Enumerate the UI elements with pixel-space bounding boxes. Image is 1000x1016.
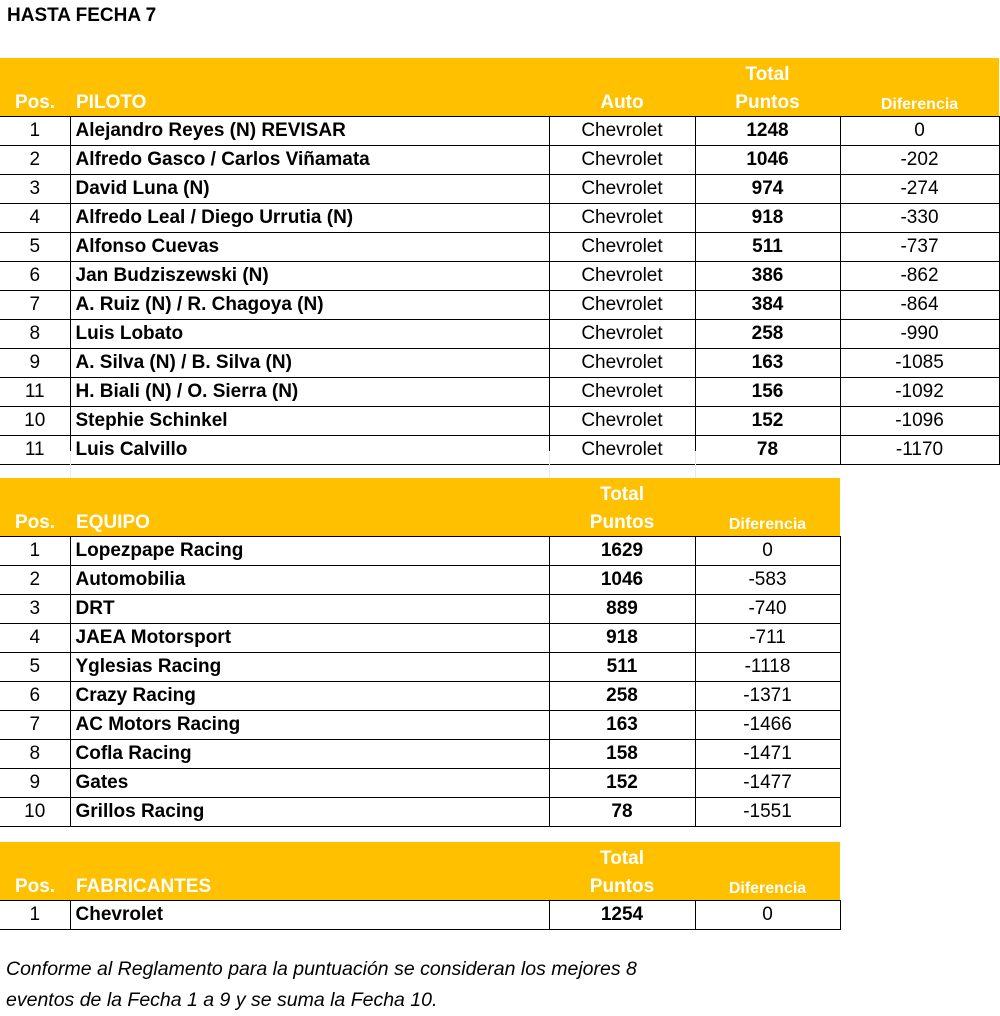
cell-pos: 7: [0, 711, 70, 740]
table-row: [0, 595, 840, 624]
manufacturers-header-total: Total: [549, 842, 695, 870]
teams-table: [0, 478, 841, 827]
manufacturers-header-row-top: [0, 842, 840, 870]
cell-name: A. Ruiz (N) / R. Chagoya (N): [70, 291, 549, 320]
cell-pts: 152: [695, 407, 840, 436]
drivers-header-row: [0, 86, 999, 117]
cell-diff: -1085: [840, 349, 999, 378]
cell-pts: 152: [549, 769, 695, 798]
manufacturers-header-pos: Pos.: [0, 870, 70, 901]
cell-pos: 1: [0, 537, 70, 566]
table-row: [0, 146, 999, 175]
cell-pos: 6: [0, 682, 70, 711]
cell-pts: 889: [549, 595, 695, 624]
cell-pts: 78: [549, 798, 695, 827]
cell-pts: 158: [549, 740, 695, 769]
cell-pts: 386: [695, 262, 840, 291]
teams-header-diferencia: Diferencia: [695, 506, 840, 537]
cell-name: JAEA Motorsport: [70, 624, 549, 653]
cell-pos: 4: [0, 624, 70, 653]
cell-diff: -740: [695, 595, 840, 624]
cell-diff: -1551: [695, 798, 840, 827]
drivers-header-row-top: [0, 58, 999, 86]
cell-name: Automobilia: [70, 566, 549, 595]
cell-diff: 0: [695, 537, 840, 566]
cell-pts: 384: [695, 291, 840, 320]
cell-diff: -330: [840, 204, 999, 233]
table-row: [0, 117, 999, 146]
manufacturers-body: [0, 901, 840, 930]
cell-name: Cofla Racing: [70, 740, 549, 769]
cell-name: Jan Budziszewski (N): [70, 262, 549, 291]
table-row: [0, 262, 999, 291]
table-row: [0, 320, 999, 349]
cell-pts: 918: [549, 624, 695, 653]
cell-auto: Chevrolet: [549, 262, 695, 291]
cell-auto: Chevrolet: [549, 175, 695, 204]
footnote-line-2: eventos de la Fecha 1 a 9 y se suma la Fecha 10.: [6, 989, 438, 1011]
teams-header-total: Total: [549, 478, 695, 506]
drivers-body: [0, 117, 999, 465]
cell-auto: Chevrolet: [549, 233, 695, 262]
cell-auto: Chevrolet: [549, 320, 695, 349]
cell-pts: 918: [695, 204, 840, 233]
drivers-header-diferencia: Diferencia: [840, 86, 999, 117]
cell-diff: -711: [695, 624, 840, 653]
table-row: [0, 624, 840, 653]
cell-diff: -1118: [695, 653, 840, 682]
cell-diff: -864: [840, 291, 999, 320]
cell-name: Chevrolet: [70, 901, 549, 930]
manufacturers-header-diferencia: Diferencia: [695, 870, 840, 901]
cell-pts: 78: [695, 436, 840, 465]
table-row: [0, 711, 840, 740]
table-row: [0, 204, 999, 233]
cell-name: Grillos Racing: [70, 798, 549, 827]
grid-divider: [695, 451, 696, 478]
teams-header-row: [0, 506, 840, 537]
cell-diff: -583: [695, 566, 840, 595]
cell-pos: 3: [0, 175, 70, 204]
cell-diff: -1477: [695, 769, 840, 798]
cell-pos: 2: [0, 146, 70, 175]
cell-pos: 8: [0, 740, 70, 769]
cell-pos: 11: [0, 436, 70, 465]
cell-pts: 1046: [695, 146, 840, 175]
cell-diff: -737: [840, 233, 999, 262]
cell-pts: 1254: [549, 901, 695, 930]
cell-diff: -1466: [695, 711, 840, 740]
cell-diff: -1371: [695, 682, 840, 711]
table-row: [0, 653, 840, 682]
cell-name: Alfonso Cuevas: [70, 233, 549, 262]
cell-auto: Chevrolet: [549, 117, 695, 146]
cell-auto: Chevrolet: [549, 146, 695, 175]
manufacturers-header-puntos: Puntos: [549, 870, 695, 901]
cell-diff: -1096: [840, 407, 999, 436]
teams-header-puntos: Puntos: [549, 506, 695, 537]
cell-diff: -862: [840, 262, 999, 291]
cell-pos: 9: [0, 769, 70, 798]
cell-pos: 5: [0, 233, 70, 262]
cell-name: Alejandro Reyes (N) REVISAR: [70, 117, 549, 146]
cell-name: DRT: [70, 595, 549, 624]
table-row: [0, 407, 999, 436]
cell-name: AC Motors Racing: [70, 711, 549, 740]
table-row: [0, 740, 840, 769]
cell-name: Stephie Schinkel: [70, 407, 549, 436]
cell-name: Gates: [70, 769, 549, 798]
drivers-header-piloto: PILOTO: [70, 86, 549, 117]
cell-pts: 1046: [549, 566, 695, 595]
drivers-header-total: Total: [695, 58, 840, 86]
cell-name: Luis Calvillo: [70, 436, 549, 465]
cell-name: Alfredo Gasco / Carlos Viñamata: [70, 146, 549, 175]
cell-pts: 1248: [695, 117, 840, 146]
grid-divider: [549, 451, 550, 478]
cell-name: Yglesias Racing: [70, 653, 549, 682]
cell-pos: 8: [0, 320, 70, 349]
cell-pos: 10: [0, 407, 70, 436]
cell-auto: Chevrolet: [549, 378, 695, 407]
cell-name: A. Silva (N) / B. Silva (N): [70, 349, 549, 378]
cell-pos: 7: [0, 291, 70, 320]
teams-header-pos: Pos.: [0, 506, 70, 537]
cell-pos: 10: [0, 798, 70, 827]
cell-pts: 511: [549, 653, 695, 682]
cell-diff: 0: [695, 901, 840, 930]
cell-name: Crazy Racing: [70, 682, 549, 711]
drivers-header-puntos: Puntos: [695, 86, 840, 117]
drivers-table: [0, 58, 1000, 465]
cell-pos: 3: [0, 595, 70, 624]
footnote: [6, 954, 996, 1016]
table-row: [0, 769, 840, 798]
cell-pts: 511: [695, 233, 840, 262]
page-title: HASTA FECHA 7: [7, 5, 157, 26]
cell-name: Alfredo Leal / Diego Urrutia (N): [70, 204, 549, 233]
table-row: [0, 436, 999, 465]
cell-pos: 4: [0, 204, 70, 233]
table-row: [0, 291, 999, 320]
cell-name: David Luna (N): [70, 175, 549, 204]
table-row: [0, 901, 840, 930]
cell-auto: Chevrolet: [549, 291, 695, 320]
cell-diff: -1092: [840, 378, 999, 407]
cell-pts: 974: [695, 175, 840, 204]
table-row: [0, 682, 840, 711]
cell-pos: 1: [0, 901, 70, 930]
cell-auto: Chevrolet: [549, 407, 695, 436]
footnote-line-1: Conforme al Reglamento para la puntuación se consideran los mejores 8: [6, 958, 637, 980]
cell-pos: 6: [0, 262, 70, 291]
manufacturers-header-fabricantes: FABRICANTES: [70, 870, 549, 901]
grid-divider: [70, 451, 71, 478]
cell-pts: 258: [549, 682, 695, 711]
manufacturers-table: [0, 842, 841, 930]
cell-diff: -274: [840, 175, 999, 204]
teams-body: [0, 537, 840, 827]
manufacturers-header-row: [0, 870, 840, 901]
cell-name: Luis Lobato: [70, 320, 549, 349]
cell-pos: 1: [0, 117, 70, 146]
table-row: [0, 349, 999, 378]
cell-auto: Chevrolet: [549, 204, 695, 233]
cell-diff: 0: [840, 117, 999, 146]
cell-auto: Chevrolet: [549, 436, 695, 465]
cell-pts: 156: [695, 378, 840, 407]
table-row: [0, 233, 999, 262]
cell-pos: 11: [0, 378, 70, 407]
drivers-header-auto: Auto: [549, 86, 695, 117]
cell-pts: 258: [695, 320, 840, 349]
cell-diff: -1471: [695, 740, 840, 769]
cell-pos: 5: [0, 653, 70, 682]
drivers-header-pos: Pos.: [0, 86, 70, 117]
cell-diff: -202: [840, 146, 999, 175]
table-row: [0, 378, 999, 407]
cell-auto: Chevrolet: [549, 349, 695, 378]
cell-name: Lopezpape Racing: [70, 537, 549, 566]
teams-header-row-top: [0, 478, 840, 506]
table-row: [0, 175, 999, 204]
cell-pos: 2: [0, 566, 70, 595]
teams-header-equipo: EQUIPO: [70, 506, 549, 537]
cell-pts: 163: [695, 349, 840, 378]
table-row: [0, 566, 840, 595]
cell-pts: 1629: [549, 537, 695, 566]
cell-name: H. Biali (N) / O. Sierra (N): [70, 378, 549, 407]
cell-diff: -990: [840, 320, 999, 349]
cell-pos: 9: [0, 349, 70, 378]
cell-diff: -1170: [840, 436, 999, 465]
cell-pts: 163: [549, 711, 695, 740]
table-row: [0, 537, 840, 566]
table-row: [0, 798, 840, 827]
